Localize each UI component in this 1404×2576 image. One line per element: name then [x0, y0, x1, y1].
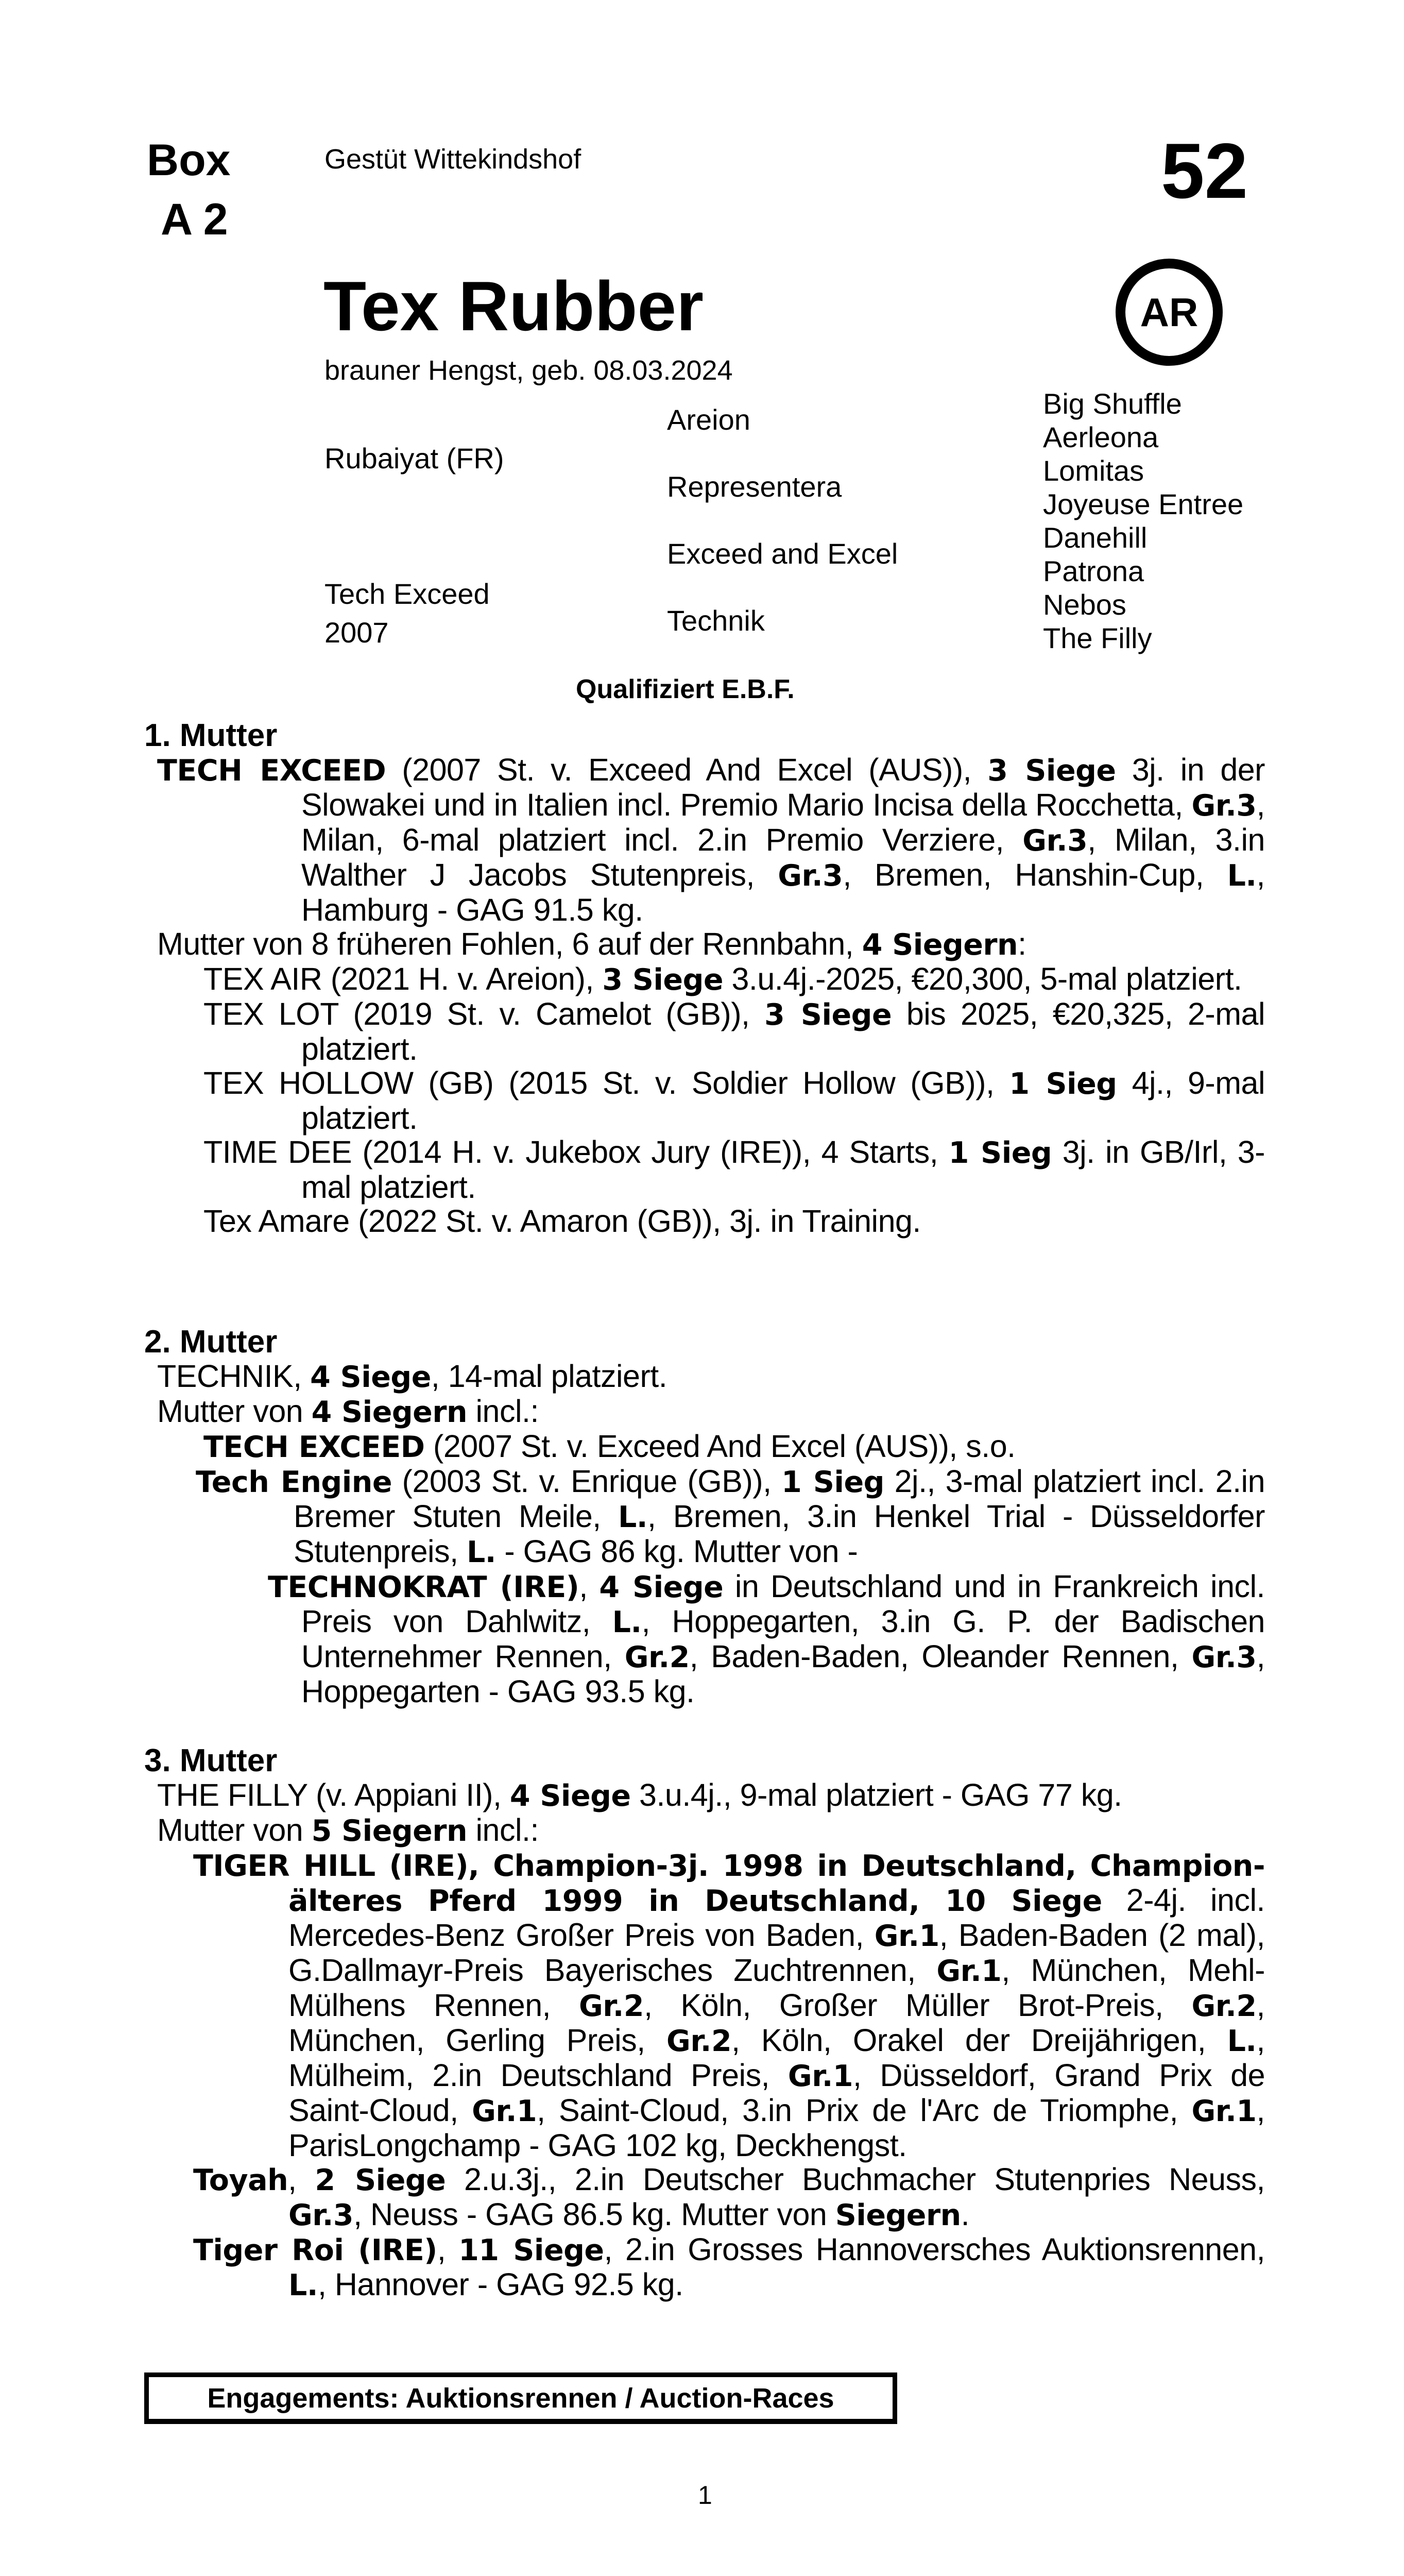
text: , ParisLongchamp - GAG 102 kg, Deckhengst. — [288, 2093, 1265, 2163]
section-heading: 1. Mutter — [144, 718, 278, 753]
wins: 2 Siege — [315, 2163, 446, 2197]
section-heading: 2. Mutter — [144, 1324, 278, 1360]
winners-count: 5 Siegern — [311, 1814, 468, 1848]
listed-grade: L. — [618, 1500, 647, 1534]
winners-label: Siegern — [835, 2198, 961, 2232]
group-grade: Gr.3 — [1191, 1640, 1257, 1674]
grand-offspring-entry — [144, 1569, 1265, 1708]
text: , München, Gerling Preis, — [288, 1988, 1265, 2058]
text: 3.u.4j.-2025, €20,300, 5-mal platziert. — [723, 961, 1242, 996]
wins: 3 Siege — [602, 963, 724, 997]
offspring-name: Tiger Roi (IRE) — [193, 2233, 437, 2267]
text: (2007 St. v. Exceed And Excel (AUS)), — [386, 752, 988, 787]
text: , — [437, 2232, 459, 2267]
offspring-name: TIGER HILL (IRE), Champion-3j. 1998 in Deutschland, Champion-älteres Pferd 1999 in Deutschland, 10 Siege — [193, 1849, 1265, 1918]
text: in Deutschland und in Frankreich incl. Preis von Dahlwitz, — [301, 1569, 1265, 1639]
produce-summary — [144, 927, 1265, 962]
pedigree-dam-dam: Technik — [667, 604, 765, 637]
text: , 2.in Grosses Hannoversches Auktionsrennen, — [604, 2232, 1265, 2267]
text: , Hannover - GAG 92.5 kg. — [317, 2267, 683, 2302]
group-grade: Gr.2 — [579, 1989, 644, 2023]
text: , Düsseldorf, Grand Prix de Saint-Cloud, — [288, 2058, 1265, 2128]
lot-number: 52 — [1161, 127, 1248, 215]
text: , Köln, Orakel der Dreijährigen, — [731, 2023, 1227, 2058]
pedigree-gen3: Aerleona — [1043, 421, 1159, 453]
horse-name: Tex Rubber — [323, 267, 704, 345]
offspring-name: TECHNOKRAT (IRE) — [268, 1570, 579, 1604]
offspring-entry — [144, 1429, 1265, 1464]
text: , München, Mehl-Mülhens Rennen, — [288, 1953, 1265, 2023]
group-grade: Gr.1 — [874, 1919, 939, 1953]
text: , 14-mal platziert. — [431, 1359, 667, 1394]
text: TEX HOLLOW (GB) (2015 St. v. Soldier Hollow (GB)), — [203, 1065, 1009, 1100]
wins: 4 Siege — [509, 1779, 631, 1813]
dam-record — [144, 753, 1265, 927]
text: , — [579, 1569, 600, 1604]
produce-summary — [144, 1813, 1265, 1848]
text: Mutter von — [157, 1812, 312, 1848]
wins: 4 Siege — [599, 1570, 724, 1604]
box-id: A 2 — [161, 195, 228, 244]
pedigree-gen3: Patrona — [1043, 555, 1144, 587]
horse-description: brauner Hengst, geb. 08.03.2024 — [324, 355, 733, 386]
text: . — [961, 2197, 970, 2232]
group-grade: Gr.3 — [1022, 824, 1088, 858]
offspring-entry — [144, 997, 1265, 1066]
listed-grade: L. — [466, 1535, 496, 1569]
text: 2.u.3j., 2.in Deutscher Buchmacher Stutenpries Neuss, — [446, 2162, 1265, 2197]
text: Tex Amare (2022 St. v. Amaron (GB)), 3j. in Training. — [203, 1204, 921, 1239]
text: incl.: — [467, 1812, 539, 1848]
pedigree-dam-year: 2007 — [324, 616, 389, 649]
group-grade: Gr.1 — [787, 2059, 853, 2093]
pedigree-dam: Tech Exceed — [324, 578, 490, 610]
text: 4j., 9-mal platziert. — [301, 1065, 1265, 1136]
qualification: Qualifiziert E.B.F. — [576, 674, 795, 704]
group-grade: Gr.3 — [288, 2198, 354, 2232]
text: , Saint-Cloud, 3.in Prix de l'Arc de Triomphe, — [537, 2093, 1192, 2128]
text: 2-4j. incl. Mercedes-Benz Großer Preis von Baden, — [288, 1883, 1265, 1953]
text: , Baden-Baden, Oleander Rennen, — [689, 1639, 1192, 1674]
text: incl.: — [467, 1394, 539, 1429]
winners-count: 4 Siegern — [311, 1395, 468, 1429]
group-grade: Gr.3 — [778, 859, 843, 893]
group-grade: Gr.1 — [472, 2094, 537, 2128]
pedigree-sire-dam: Representera — [667, 470, 842, 503]
text: Mutter von 8 früheren Fohlen, 6 auf der Rennbahn, — [157, 926, 862, 961]
group-grade: Gr.1 — [936, 1954, 1002, 1988]
listed-grade: L. — [1227, 859, 1257, 893]
offspring-entry — [144, 962, 1265, 997]
text: , Milan, 6-mal platziert incl. 2.in Premio Verziere, — [301, 787, 1265, 857]
wins: 1 Sieg — [781, 1465, 884, 1499]
section-third-dam — [144, 1744, 1265, 2302]
wins: 3 Siege — [987, 754, 1116, 788]
group-grade: Gr.1 — [1191, 2094, 1257, 2128]
text: bis 2025, €20,325, 2-mal platziert. — [301, 996, 1265, 1066]
offspring-entry — [144, 1135, 1265, 1204]
dam-record — [144, 1359, 1265, 1394]
group-grade: Gr.2 — [1191, 1989, 1257, 2023]
text: , Hoppegarten, 3.in G. P. der Badischen Unternehmer Rennen, — [301, 1604, 1265, 1674]
text: , — [288, 2162, 315, 2197]
text: THE FILLY (v. Appiani II), — [157, 1777, 510, 1812]
text: : — [1018, 926, 1026, 961]
text: , Hamburg - GAG 91.5 kg. — [301, 857, 1265, 927]
text: 3j. in der Slowakei und in Italien incl. Premio Mario Incisa della Rocchetta, — [301, 752, 1265, 822]
text: TEX AIR (2021 H. v. Areion), — [203, 961, 603, 996]
section-first-dam — [144, 719, 1265, 1238]
wins: 4 Siege — [310, 1360, 431, 1394]
offspring-name: TECH EXCEED — [203, 1430, 425, 1464]
listed-grade: L. — [288, 2268, 318, 2302]
offspring-entry — [144, 2232, 1265, 2302]
section-second-dam — [144, 1325, 1265, 1708]
offspring-entry — [144, 1204, 1265, 1238]
listed-grade: L. — [1227, 2024, 1257, 2058]
text: 3j. in GB/Irl, 3-mal platziert. — [301, 1134, 1265, 1205]
winners-count: 4 Siegern — [862, 928, 1018, 962]
offspring-entry — [144, 1066, 1265, 1135]
pedigree-gen3: Lomitas — [1043, 454, 1144, 487]
pedigree-gen3: Danehill — [1043, 521, 1148, 554]
offspring-name: Toyah — [193, 2163, 288, 2197]
group-grade: Gr.2 — [666, 2024, 732, 2058]
group-grade: Gr.2 — [624, 1640, 690, 1674]
produce-summary — [144, 1394, 1265, 1429]
box-label: Box — [147, 135, 231, 185]
text: , Hoppegarten - GAG 93.5 kg. — [301, 1639, 1265, 1709]
wins: 3 Siege — [764, 998, 892, 1032]
pedigree-dam-sire: Exceed and Excel — [667, 537, 898, 570]
text: , Köln, Großer Müller Brot-Preis, — [644, 1988, 1192, 2023]
pedigree-gen3: Big Shuffle — [1043, 387, 1182, 420]
dam-name: TECH EXCEED — [157, 754, 386, 788]
text: 3.u.4j., 9-mal platziert - GAG 77 kg. — [630, 1777, 1122, 1812]
text: , Neuss - GAG 86.5 kg. Mutter von — [353, 2197, 835, 2232]
pedigree-sire-sire: Areion — [667, 403, 750, 436]
wins: 11 Siege — [458, 2233, 604, 2267]
pedigree-gen3: The Filly — [1043, 622, 1152, 654]
ar-badge-label: AR — [1140, 290, 1198, 335]
text: TIME DEE (2014 H. v. Jukebox Jury (IRE)), 4 Starts, — [203, 1134, 949, 1170]
text: (2007 St. v. Exceed And Excel (AUS)), s.o. — [424, 1429, 1016, 1464]
ar-badge-icon — [1116, 259, 1223, 366]
wins: 1 Sieg — [948, 1136, 1052, 1170]
group-grade: Gr.3 — [1191, 789, 1257, 823]
pedigree-sire: Rubaiyat (FR) — [324, 442, 504, 474]
page-number: 1 — [698, 2481, 712, 2510]
text: TECHNIK, — [157, 1359, 311, 1394]
listed-grade: L. — [612, 1605, 642, 1639]
text: (2003 St. v. Enrique (GB)), — [391, 1464, 782, 1499]
offspring-entry — [144, 1464, 1265, 1569]
engagements-text: Engagements: Auktionsrennen / Auction-Races — [207, 2382, 834, 2414]
engagements-box — [144, 2372, 897, 2424]
text: , Bremen, Hanshin-Cup, — [843, 857, 1227, 892]
offspring-entry — [144, 2162, 1265, 2232]
text: , Mülheim, 2.in Deutschland Preis, — [288, 2023, 1265, 2093]
section-heading: 3. Mutter — [144, 1743, 278, 1778]
text: 2j., 3-mal platziert incl. 2.in Bremer Stuten Meile, — [294, 1464, 1265, 1534]
offspring-name: Tech Engine — [196, 1465, 392, 1499]
offspring-entry — [144, 1848, 1265, 2162]
text: , Baden-Baden (2 mal), G.Dallmayr-Preis Bayerisches Zuchtrennen, — [288, 1918, 1265, 1988]
pedigree-gen3: Nebos — [1043, 588, 1126, 621]
pedigree-gen3: Joyeuse Entree — [1043, 488, 1244, 520]
wins: 1 Sieg — [1009, 1067, 1117, 1101]
dam-record — [144, 1778, 1265, 1813]
text: TEX LOT (2019 St. v. Camelot (GB)), — [203, 996, 765, 1031]
breeder-name: Gestüt Wittekindshof — [324, 144, 581, 175]
text: - GAG 86 kg. Mutter von - — [495, 1534, 858, 1569]
text: , Milan, 3.in Walther J Jacobs Stutenpreis, — [301, 822, 1265, 892]
text: Mutter von — [157, 1394, 312, 1429]
text: , Bremen, 3.in Henkel Trial - Düsseldorfer Stutenpreis, — [294, 1499, 1265, 1569]
